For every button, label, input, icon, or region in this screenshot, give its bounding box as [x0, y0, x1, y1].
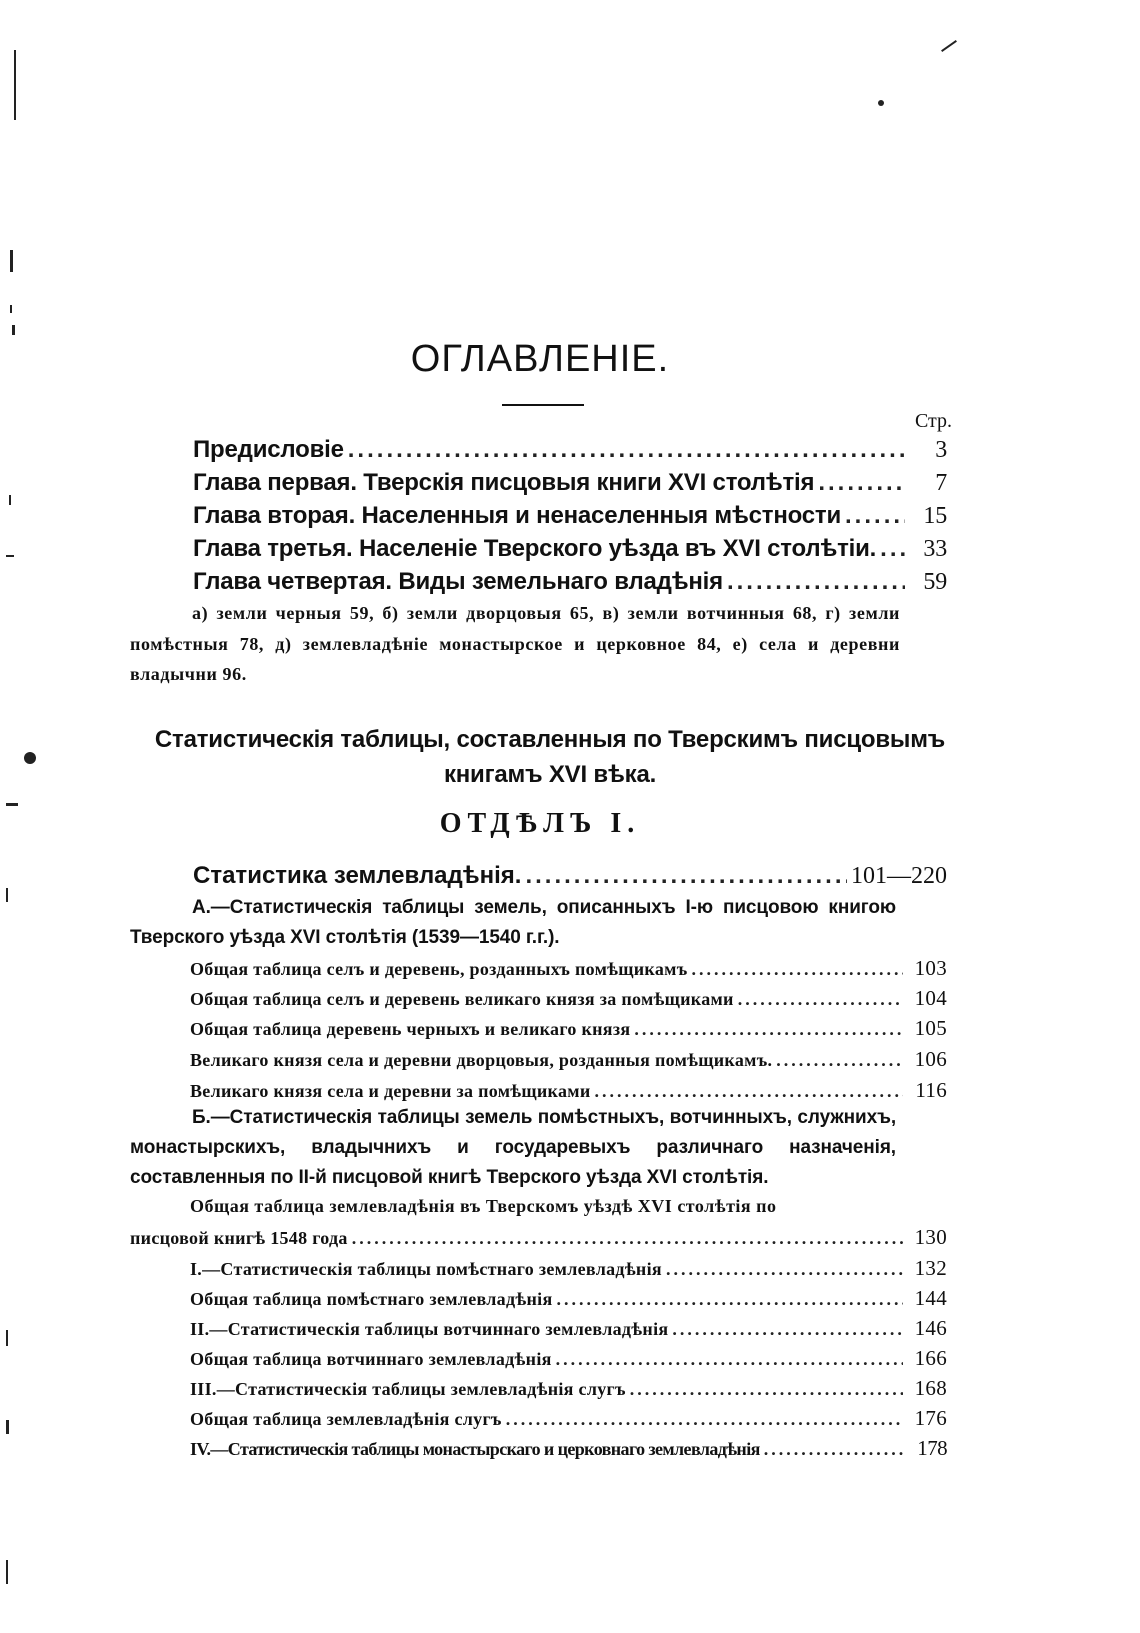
general-table-line1: Общая таблица землевладѣнія въ Тверскомъ уѣздѣ XVI столѣтія по — [190, 1196, 777, 1216]
toc-entry-page: 59 — [923, 569, 947, 595]
toc-entry-part-b-1 — [190, 1256, 947, 1281]
toc-entry-page-range: 101—220 — [851, 863, 947, 889]
leader-dots — [672, 1319, 903, 1340]
leader-dots — [630, 1379, 903, 1400]
leader-dots — [727, 568, 905, 596]
scan-mark — [6, 1420, 9, 1434]
toc-entry-page: 103 — [914, 956, 947, 980]
toc-entry-label: II.—Статистическія таблицы вотчиннаго землевладѣнія — [190, 1319, 669, 1339]
leader-dots — [776, 1050, 903, 1071]
toc-entry-page: 130 — [914, 1225, 947, 1249]
toc-entry-label: Глава вторая. Населенныя и ненаселенныя мѣстности — [193, 502, 842, 529]
leader-dots — [595, 1081, 904, 1102]
toc-entry-part-b-2 — [190, 1286, 947, 1311]
page-title: ОГЛАВЛЕНІЕ. — [410, 338, 670, 380]
toc-entry-page: 168 — [914, 1376, 947, 1400]
toc-entry-label: IV.—Статистическія таблицы монастырскаго и церковнаго землевладѣнія — [190, 1439, 760, 1459]
leader-dots — [738, 989, 903, 1010]
toc-entry-label: Общая таблица селъ и деревень великаго князя за помѣщиками — [190, 989, 734, 1009]
leader-dots — [692, 959, 904, 980]
toc-entry-label: Общая таблица помѣстнаго землевладѣнія — [190, 1289, 553, 1309]
toc-entry-label: Предисловіе — [193, 436, 344, 463]
toc-entry-label: Общая таблица землевладѣнія слугъ — [190, 1409, 502, 1429]
leader-dots — [764, 1439, 903, 1460]
scan-mark — [6, 1560, 8, 1584]
title-rule — [502, 404, 584, 406]
toc-entry-page: 15 — [923, 503, 947, 529]
toc-entry-part-b-7 — [190, 1436, 947, 1461]
toc-entry-page: 33 — [923, 536, 947, 562]
toc-entry-label: III.—Статистическія таблицы землевладѣнія слугъ — [190, 1379, 626, 1399]
toc-entry-page: 3 — [935, 437, 947, 463]
leader-dots — [348, 436, 905, 464]
scan-mark — [12, 325, 15, 335]
toc-entry-label: Общая таблица вотчиннаго землевладѣнія — [190, 1349, 552, 1369]
scan-mark — [9, 495, 11, 505]
toc-entry-chapter-2 — [193, 502, 947, 530]
scan-mark — [10, 305, 12, 313]
toc-entry-part-a-1 — [190, 956, 947, 981]
leader-dots — [525, 862, 847, 890]
toc-entry-part-a-5 — [190, 1078, 947, 1103]
toc-entry-page: 146 — [914, 1316, 947, 1340]
leader-dots — [556, 1349, 903, 1370]
toc-entry-part-a-2 — [190, 986, 947, 1011]
toc-entry-page: 116 — [915, 1078, 947, 1102]
toc-entry-chapter-1 — [193, 469, 947, 497]
statistics-heading: Статистическія таблицы, составленныя по Тверскимъ писцовымъ книгамъ XVI вѣка. — [154, 726, 946, 788]
toc-entry-part-a-3 — [190, 1016, 947, 1041]
toc-entry-page: 178 — [917, 1436, 947, 1460]
toc-entry-chapter-4 — [193, 568, 947, 596]
leader-dots — [880, 535, 905, 563]
page-column-label: Стр. — [914, 410, 952, 432]
toc-entry-chapter-3 — [193, 535, 947, 563]
toc-entry-page: 106 — [914, 1047, 947, 1071]
toc-entry-part-b-4 — [190, 1346, 947, 1371]
scan-mark — [14, 50, 16, 120]
toc-entry-part-b-5 — [190, 1376, 947, 1401]
toc-entry-preface — [193, 436, 947, 464]
chapter-4-subsections: а) земли черныя 59, б) земли дворцовыя 65, в) земли вотчинныя 68, г) земли помѣстныя 78, д) землевладѣніе монастырское и церковное 84, е) села и деревни владычни 96. — [130, 603, 900, 684]
leader-dots — [634, 1019, 903, 1040]
leader-dots — [666, 1259, 903, 1280]
toc-entry-part-b-3 — [190, 1316, 947, 1341]
scan-mark — [6, 803, 18, 806]
scan-mark — [6, 1330, 8, 1346]
leader-dots — [845, 502, 905, 530]
toc-entry-label: Великаго князя села и деревни за помѣщиками — [190, 1081, 591, 1101]
toc-entry-part-b-6 — [190, 1406, 947, 1431]
toc-entry-page: 166 — [914, 1346, 947, 1370]
scan-mark — [10, 250, 13, 272]
toc-entry-label: писцовой книгѣ 1548 года — [130, 1228, 348, 1248]
leader-dots — [818, 469, 905, 497]
part-a-heading: А.—Статистическія таблицы земель, описанныхъ I-ю писцовою книгою Тверского уѣзда XVI столѣтія (1539—1540 г.г.). — [130, 897, 896, 948]
toc-entry-label: I.—Статистическія таблицы помѣстнаго землевладѣнія — [190, 1259, 662, 1279]
toc-entry-label: Глава четвертая. Виды земельнаго владѣнія — [193, 568, 723, 595]
toc-entry-label: Глава первая. Тверскія писцовыя книги XVI столѣтія — [193, 469, 815, 496]
toc-entry-label: Великаго князя села и деревни дворцовыя, розданныя помѣщикамъ. — [190, 1050, 773, 1070]
toc-entry-general-table — [130, 1225, 947, 1250]
toc-entry-part-a-4 — [190, 1047, 947, 1072]
section-title: ОТДѢЛЪ I. — [439, 808, 641, 839]
toc-entry-page: 176 — [914, 1406, 947, 1430]
leader-dots — [352, 1228, 903, 1249]
toc-entry-page: 132 — [914, 1256, 947, 1280]
toc-entry-label: Общая таблица селъ и деревень, розданныхъ помѣщикамъ — [190, 959, 688, 979]
leader-dots — [506, 1409, 903, 1430]
toc-entry-label: Глава третья. Населеніе Тверского уѣзда въ XVI столѣтіи. — [193, 535, 877, 562]
toc-entry-page: 104 — [914, 986, 947, 1010]
toc-entry-page: 105 — [914, 1016, 947, 1040]
leader-dots — [556, 1289, 903, 1310]
scan-mark — [6, 888, 8, 902]
scan-dot — [24, 752, 36, 764]
toc-entry-label: Общая таблица деревень черныхъ и великаго князя — [190, 1019, 631, 1039]
toc-entry-label: Статистика землевладѣнія. — [193, 862, 522, 889]
scan-dot — [878, 100, 884, 106]
toc-entry-land-statistics — [193, 862, 947, 890]
scan-mark — [941, 40, 957, 52]
toc-entry-page: 144 — [914, 1286, 947, 1310]
toc-entry-page: 7 — [935, 470, 947, 496]
part-b-heading: Б.—Статистическія таблицы земель помѣстныхъ, вотчинныхъ, служнихъ, монастырскихъ, владычнихъ и государевыхъ различнаго назначенія, составленныя по II-й писцовой книгѣ Тверского уѣзда XVI столѣтія. — [130, 1107, 896, 1188]
scan-mark — [6, 555, 14, 557]
